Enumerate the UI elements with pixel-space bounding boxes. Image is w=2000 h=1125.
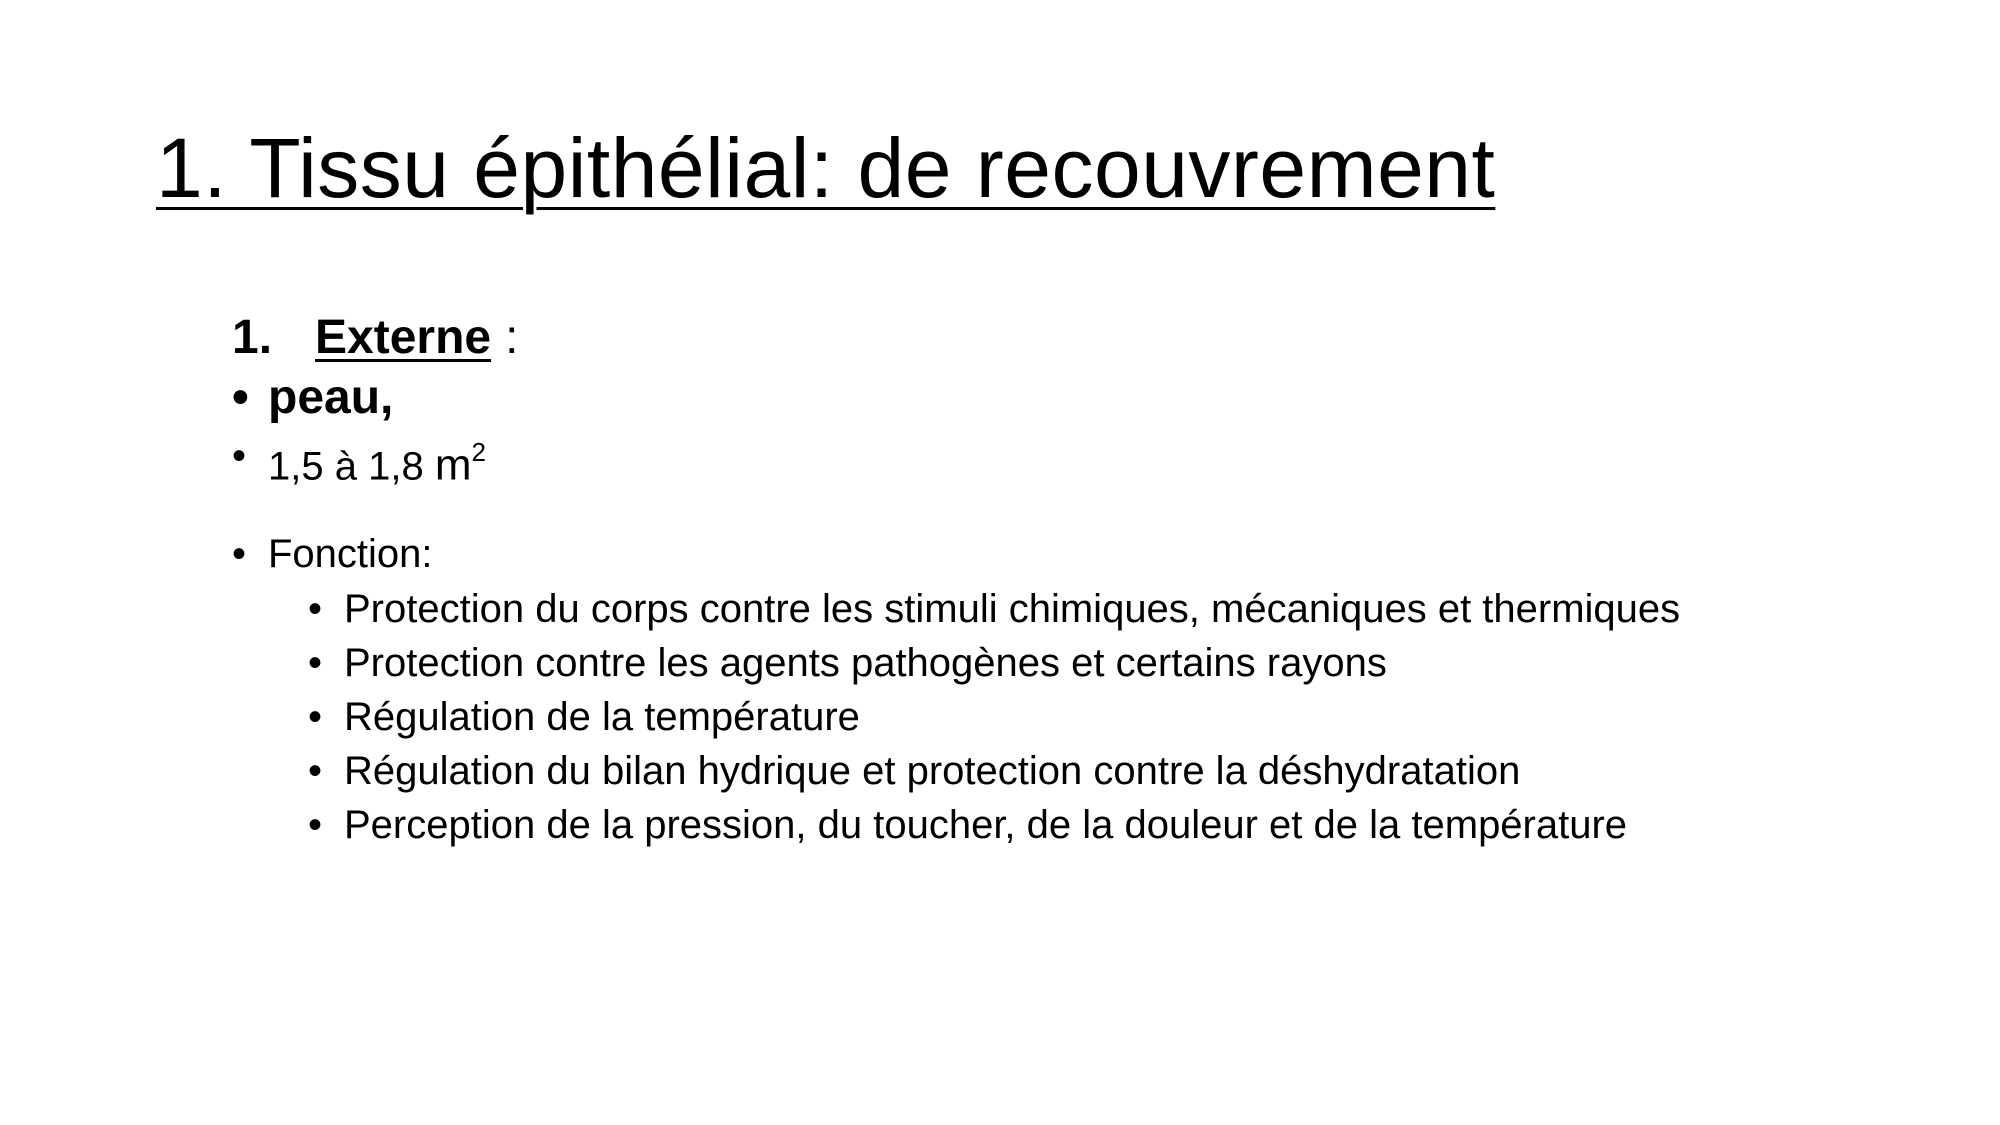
function-item-text: Régulation de la température <box>344 695 860 739</box>
section-label: Externe <box>315 311 492 364</box>
function-item-text: Protection du corps contre les stimuli chimiques, mécaniques et thermiques <box>344 587 1681 631</box>
function-item-text: Régulation du bilan hydrique et protection contre la déshydratation <box>344 749 1521 793</box>
spacer <box>232 484 1932 526</box>
slide-title: 1. Tissu épithélial: de recouvrement <box>156 121 1496 215</box>
bullet-icon: • <box>232 532 247 576</box>
area-value: 1,5 à 1,8 <box>268 444 424 489</box>
function-item <box>308 744 1884 798</box>
area-exponent: 2 <box>471 437 486 467</box>
function-item-text: Protection contre les agents pathogènes et certains rayons <box>344 641 1387 685</box>
bullet-icon: • <box>232 434 247 478</box>
area-unit: m <box>434 440 472 490</box>
bullet-icon: • <box>232 371 249 424</box>
bullet-icon: • <box>308 587 323 631</box>
function-item <box>308 690 1884 744</box>
section-number: 1. <box>232 311 273 364</box>
function-item <box>308 636 1884 690</box>
organ-text: peau, <box>268 371 394 424</box>
function-heading-text: Fonction: <box>268 532 433 576</box>
section-heading <box>232 308 1932 368</box>
section-colon: : <box>505 311 519 364</box>
bullet-area <box>232 428 1932 490</box>
slide-body <box>232 308 1932 852</box>
function-item <box>308 798 1884 852</box>
bullet-icon: • <box>308 641 323 685</box>
bullet-organ <box>232 368 1932 428</box>
bullet-icon: • <box>308 695 323 739</box>
function-item-text: Perception de la pression, du toucher, de la douleur et de la température <box>344 803 1628 847</box>
bullet-icon: • <box>308 803 323 847</box>
function-item <box>308 582 1884 636</box>
bullet-icon: • <box>308 749 323 793</box>
bullet-function-heading <box>232 526 1932 582</box>
